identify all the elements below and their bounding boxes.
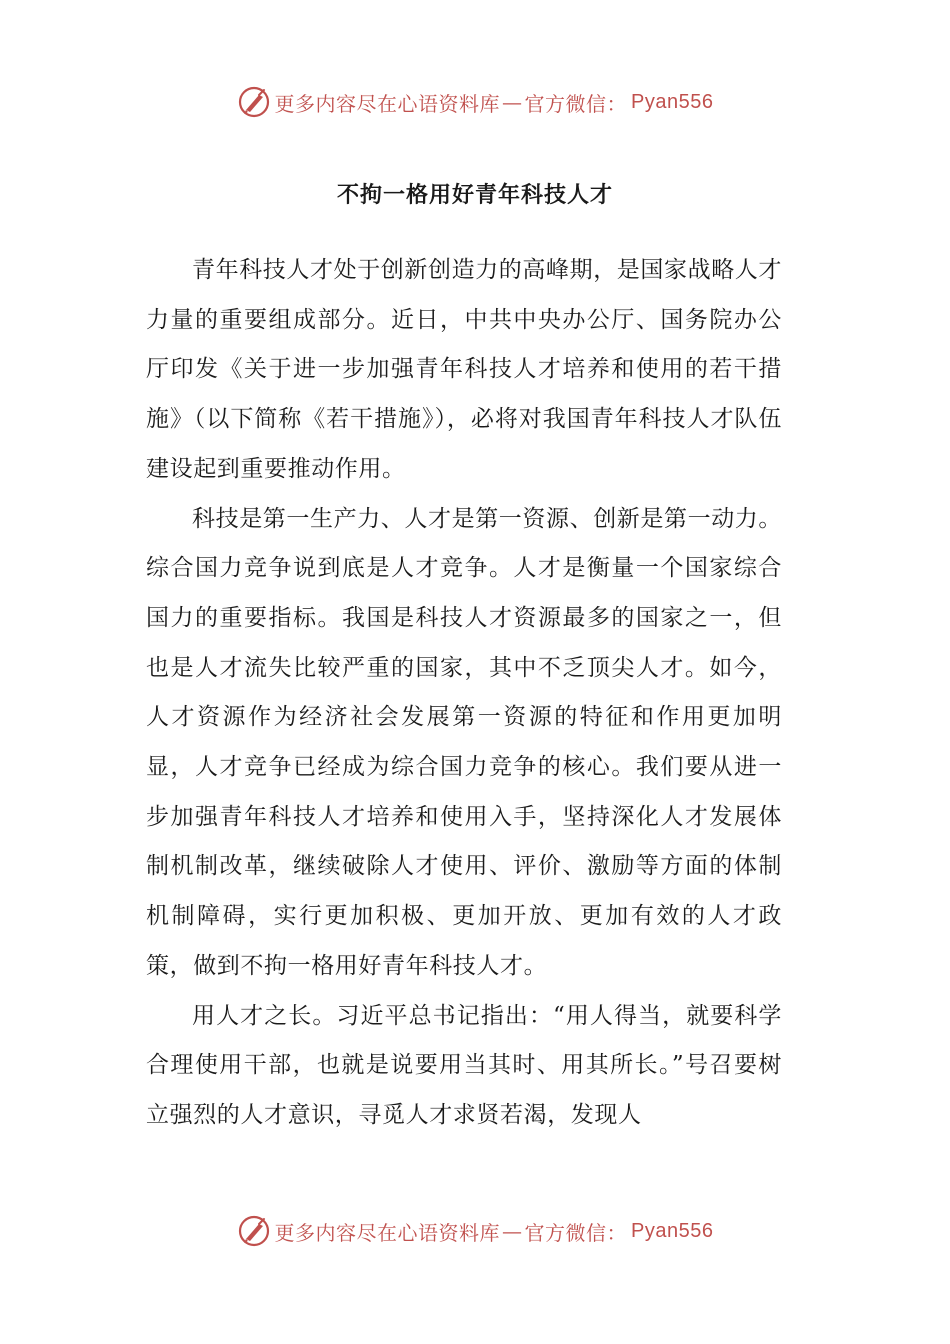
body-paragraph-1: 青年科技人才处于创新创造力的高峰期，是国家战略人才力量的重要组成部分。近日，中共中央办公厅、国务院办公厅印发《关于进一步加强青年科技人才培养和使用的若干措施》（以下简称《若干措施》），必将对我国青年科技人才队伍建设起到重要推动作用。 xyxy=(146,257,782,482)
body-paragraph-2: 科技是第一生产力、人才是第一资源、创新是第一动力。综合国力竞争说到底是人才竞争。人才是衡量一个国家综合国力的重要指标。我国是科技人才资源最多的国家之一，但也是人才流失比较严重的国家，其中不乏顶尖人才。如今，人才资源作为经济社会发展第一资源的特征和作用更加明显，人才竞争已经成为综合国力竞争的核心。我们要从进一步加强青年科技人才培养和使用入手，坚持深化人才发展体制机制改革，继续破除人才使用、评价、激励等方面的体制机制障碍，实行更加积极、更加开放、更加有效的人才政策，做到不拘一格用好青年科技人才。 xyxy=(146,505,782,979)
watermark-wechat-label: 官方微信： xyxy=(524,1220,628,1245)
watermark-site-text: 更多内容尽在心语资料库 xyxy=(274,91,501,116)
watermark-wechat-id: Pyan556 xyxy=(631,90,714,113)
watermark-site-text: 更多内容尽在心语资料库 xyxy=(274,1220,501,1245)
watermark-separator: — xyxy=(502,90,523,114)
document-title: 不拘一格用好青年科技人才 xyxy=(336,183,613,208)
watermark-wechat-label: 官方微信： xyxy=(524,91,628,116)
watermark-separator: — xyxy=(502,1219,523,1243)
watermark-banner-top xyxy=(0,80,950,124)
quill-pen-logo-icon xyxy=(237,85,271,119)
document-body xyxy=(146,246,782,1141)
quill-pen-logo-icon xyxy=(237,1214,271,1248)
watermark-wechat-id: Pyan556 xyxy=(631,1219,714,1242)
body-paragraph-3: 用人才之长。习近平总书记指出：“用人得当，就要科学合理使用干部，也就是说要用当其时、用其所长。”号召要树立强烈的人才意识，寻觅人才求贤若渴，发现人 xyxy=(146,1002,782,1128)
watermark-banner-bottom xyxy=(0,1209,950,1253)
